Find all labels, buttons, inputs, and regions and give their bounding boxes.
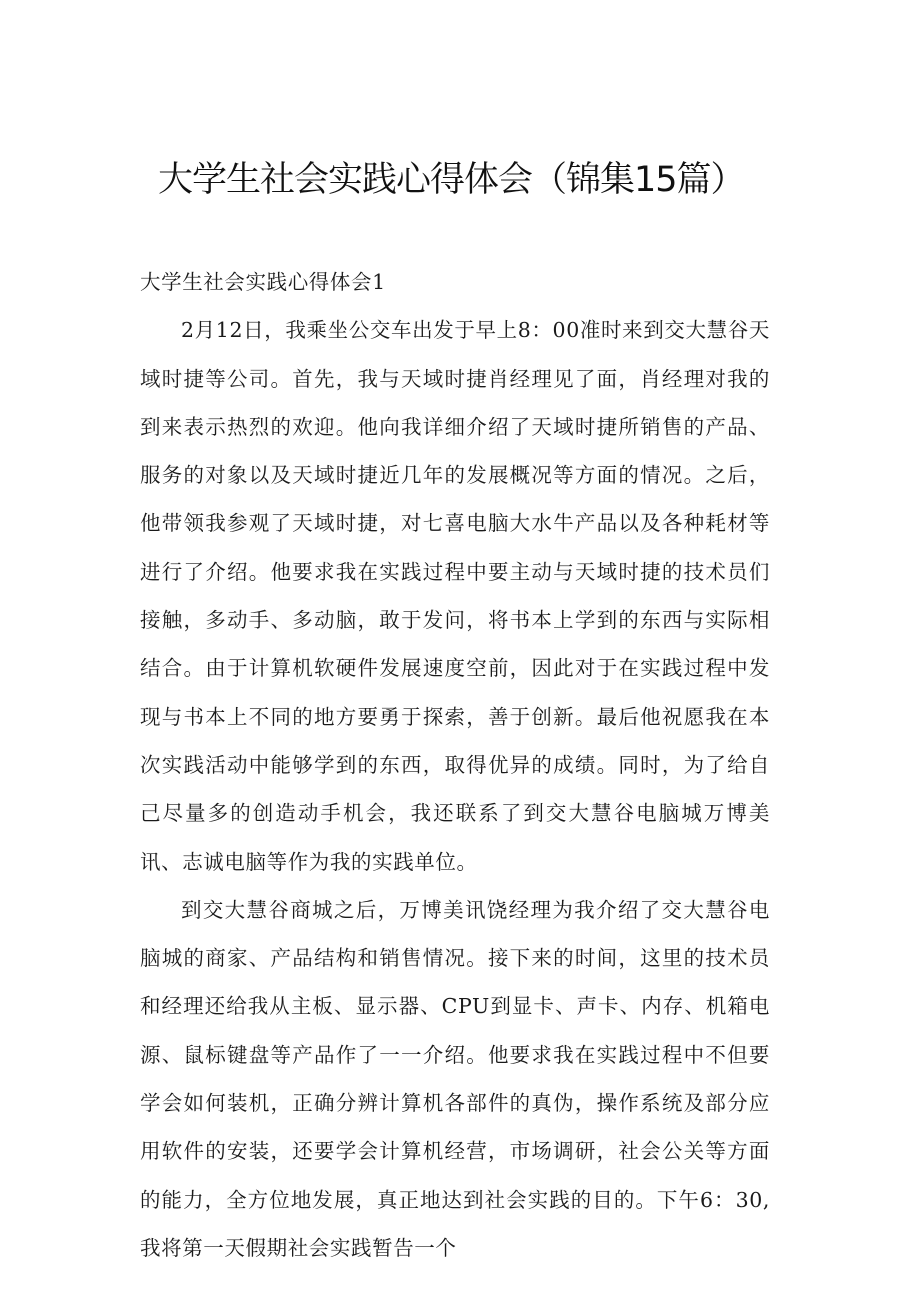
paragraph-1: 2月12日，我乘坐公交车出发于早上8：00准时来到交大慧谷天域时捷等公司。首先，我与天域时捷肖经理见了面，肖经理对我的到来表示热烈的欢迎。他向我详细介绍了天域时捷所销售的产品、服务的对象以及天域时捷近几年的发展概况等方面的情况。之后，他带领我参观了天域时捷，对七喜电脑大水牛产品以及各种耗材等进行了介绍。他要求我在实践过程中要主动与天域时捷的技术员们接触，多动手、多动脑，敢于发问，将书本上学到的东西与实际相结合。由于计算机软硬件发展速度空前，因此对于在实践过程中发现与书本上不同的地方要勇于探索，善于创新。最后他祝愿我在本次实践活动中能够学到的东西，取得优异的成绩。同时，为了给自己尽量多的创造动手机会，我还联系了到交大慧谷电脑城万博美讯、志诚电脑等作为我的实践单位。 <box>140 318 770 874</box>
paragraph-2: 到交大慧谷商城之后，万博美讯饶经理为我介绍了交大慧谷电脑城的商家、产品结构和销售情况。接下来的时间，这里的技术员和经理还给我从主板、显示器、CPU到显卡、声卡、内存、机箱电源、鼠标键盘等产品作了一一介绍。他要求我在实践过程中不但要学会如何装机，正确分辨计算机各部件的真伪，操作系统及部分应用软件的安装，还要学会计算机经营，市场调研，社会公关等方面的能力，全方位地发展，真正地达到社会实践的目的。下午6：30,我将第一天假期社会实践暂告一个 <box>140 897 770 1260</box>
article-body <box>140 258 770 1272</box>
document-title: 大学生社会实践心得体会（锦集15篇） <box>158 160 745 200</box>
section-heading: 大学生社会实践心得体会1 <box>140 270 386 294</box>
